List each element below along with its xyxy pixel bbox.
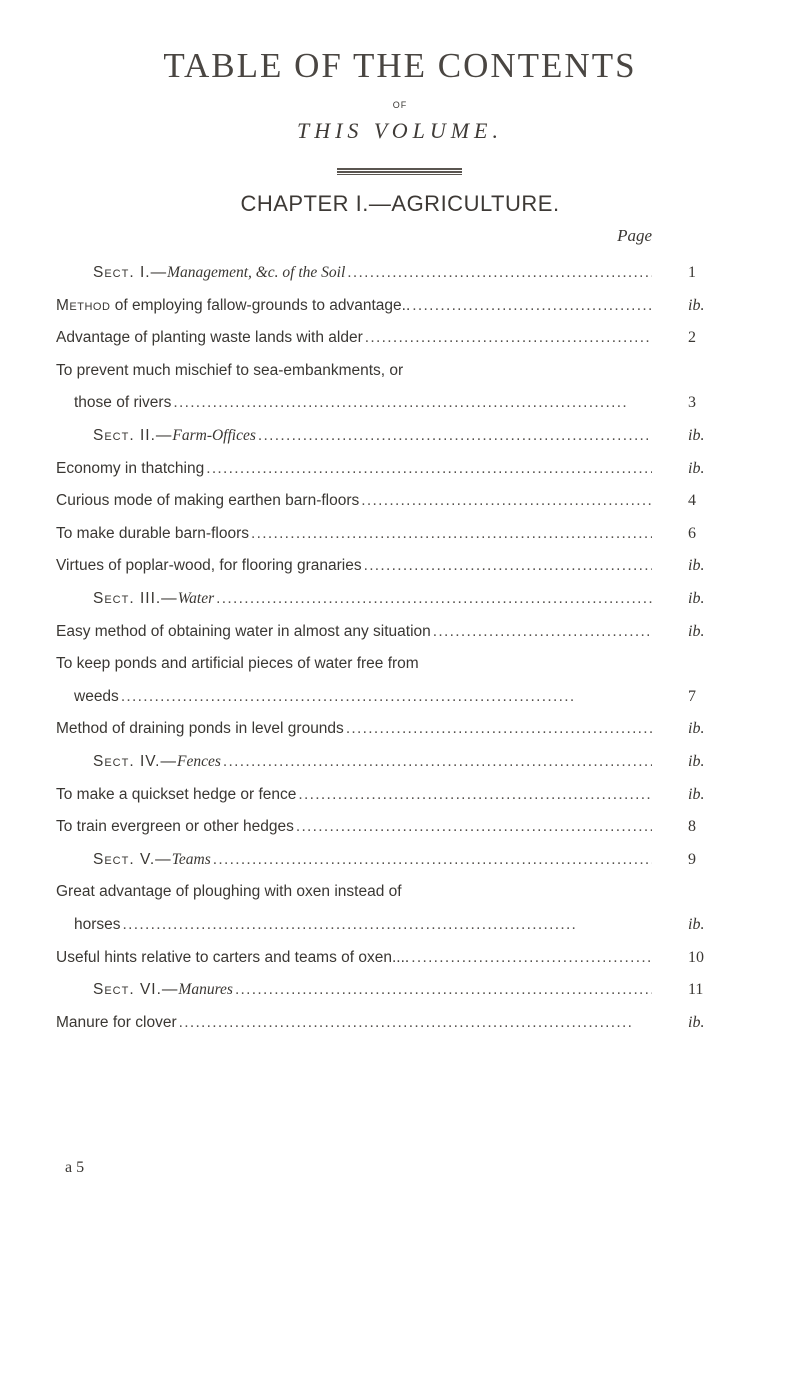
toc-section-heading [56,588,656,610]
dot-leader [361,490,652,512]
toc-entry [56,621,656,643]
toc-entry [56,718,656,740]
entry-text: horses [74,916,121,933]
entry-label [74,686,119,708]
dot-leader [412,295,652,317]
page-number: 9 [688,851,696,868]
dot-leader [179,1012,652,1034]
page-number: ib. [688,720,705,737]
entry-text: Easy method of obtaining water in almost any situation [56,623,431,640]
section-number: Sect. I.— [93,264,168,281]
entry-label [56,784,296,806]
section-number: Sect. II.— [93,427,173,444]
toc-entry [56,653,656,675]
entry-label [93,979,233,1001]
entry-text: Virtues of poplar-wood, for flooring granaries [56,557,362,574]
section-number: Sect. V.— [93,851,172,868]
printer-signature: a 5 [65,1159,85,1176]
page-number: 11 [688,981,704,998]
entry-label [56,490,359,512]
toc-entry [56,523,656,545]
toc-entry [56,458,656,480]
toc-section-heading [56,262,656,284]
page-number: ib. [688,623,705,640]
title-connector: OF [392,100,408,110]
entry-text: Useful hints relative to carters and teams of oxen.... [56,949,410,966]
dot-leader [213,849,652,871]
entry-label [93,262,345,284]
entry-label [74,914,121,936]
entry-label [56,295,410,317]
entry-label [56,458,204,480]
toc-section-heading [56,849,656,871]
entry-label [56,947,409,969]
page-number: 6 [688,525,696,542]
chapter-heading: CHAPTER I.—AGRICULTURE. [240,191,560,216]
page-number: 8 [688,818,696,835]
dot-leader [411,947,652,969]
entry-text: To train evergreen or other hedges [56,818,294,835]
page-number: 7 [688,688,696,705]
entry-label [93,849,211,871]
toc-entry [56,360,656,382]
dot-leader [121,686,652,708]
entry-label [56,621,431,643]
dot-leader [258,425,652,447]
entry-text: Great advantage of ploughing with oxen instead of [56,883,402,900]
entry-label [56,523,249,545]
entry-label [56,816,294,838]
dot-leader [123,914,652,936]
entry-label [56,555,362,577]
entry-lead-word: Method [56,297,111,314]
page-number: ib. [688,786,705,803]
entry-label [93,751,221,773]
toc-section-heading [56,425,656,447]
entry-text: weeds [74,688,119,705]
entry-text: To keep ponds and artificial pieces of water free from [56,655,419,672]
toc-entry [56,295,656,317]
toc-entry [56,327,656,349]
entry-label [56,718,344,740]
dot-leader [251,523,652,545]
section-title: Water [177,590,215,607]
entry-text: Curious mode of making earthen barn-floors [56,492,360,509]
entry-text: Economy in thatching [56,460,205,477]
toc-entry [56,1012,656,1034]
page-number: 1 [688,264,696,281]
entry-label [56,1012,177,1034]
toc-entry [56,784,656,806]
dot-leader [235,979,652,1001]
dot-leader [433,621,652,643]
page-number: ib. [688,1014,705,1031]
section-number: Sect. VI.— [93,981,179,998]
toc-entry [56,881,656,903]
toc-entry [56,555,656,577]
entry-label [56,327,363,349]
page-number: 10 [688,949,704,966]
page-number: ib. [688,297,705,314]
page-number: 2 [688,329,696,346]
entry-text: Method of draining ponds in level grounds [56,720,344,737]
page-column-label: Page [617,226,652,245]
dot-leader [223,751,652,773]
page-title: TABLE OF THE CONTENTS [163,46,637,85]
toc-section-heading [56,979,656,1001]
dot-leader [173,392,652,414]
dot-leader [347,262,652,284]
dot-leader [216,588,652,610]
entry-label [56,362,403,379]
entry-text: To make durable barn-floors [56,525,249,542]
toc-entry [56,490,656,512]
section-title: Management, &c. of the Soil [167,264,346,281]
entry-text: those of rivers [74,394,172,411]
volume-subtitle: THIS VOLUME. [296,118,503,143]
section-number: Sect. III.— [93,590,178,607]
dot-leader [298,784,652,806]
entry-label [56,655,419,672]
toc-entry [56,947,656,969]
toc-entry [56,686,656,708]
dot-leader [364,555,652,577]
page-number: 3 [688,394,696,411]
entry-text: Manure for clover [56,1014,177,1031]
entry-text: To make a quickset hedge or fence [56,786,297,803]
entry-label [56,883,402,900]
entry-label [74,392,171,414]
entry-text: of employing fallow-grounds to advantage.. [110,297,411,314]
page-number: ib. [688,916,705,933]
section-title: Manures [178,981,233,998]
page-number: ib. [688,460,705,477]
section-number: Sect. IV.— [93,753,177,770]
section-title: Teams [171,851,211,868]
section-title: Fences [176,753,221,770]
page-number: ib. [688,753,705,770]
dot-leader [365,327,652,349]
page-number: ib. [688,557,705,574]
toc-entry [56,914,656,936]
page-number: ib. [688,590,705,607]
page-number: ib. [688,427,705,444]
dot-leader [296,816,652,838]
entry-label [93,425,256,447]
dot-leader [206,458,652,480]
toc-entry [56,392,656,414]
page-number: 4 [688,492,696,509]
section-title: Farm-Offices [172,427,256,444]
entry-text: Advantage of planting waste lands with alder [56,329,363,346]
entry-label [93,588,214,610]
toc-entry [56,816,656,838]
entry-text: To prevent much mischief to sea-embankments, or [56,362,404,379]
dot-leader [346,718,652,740]
toc-section-heading [56,751,656,773]
